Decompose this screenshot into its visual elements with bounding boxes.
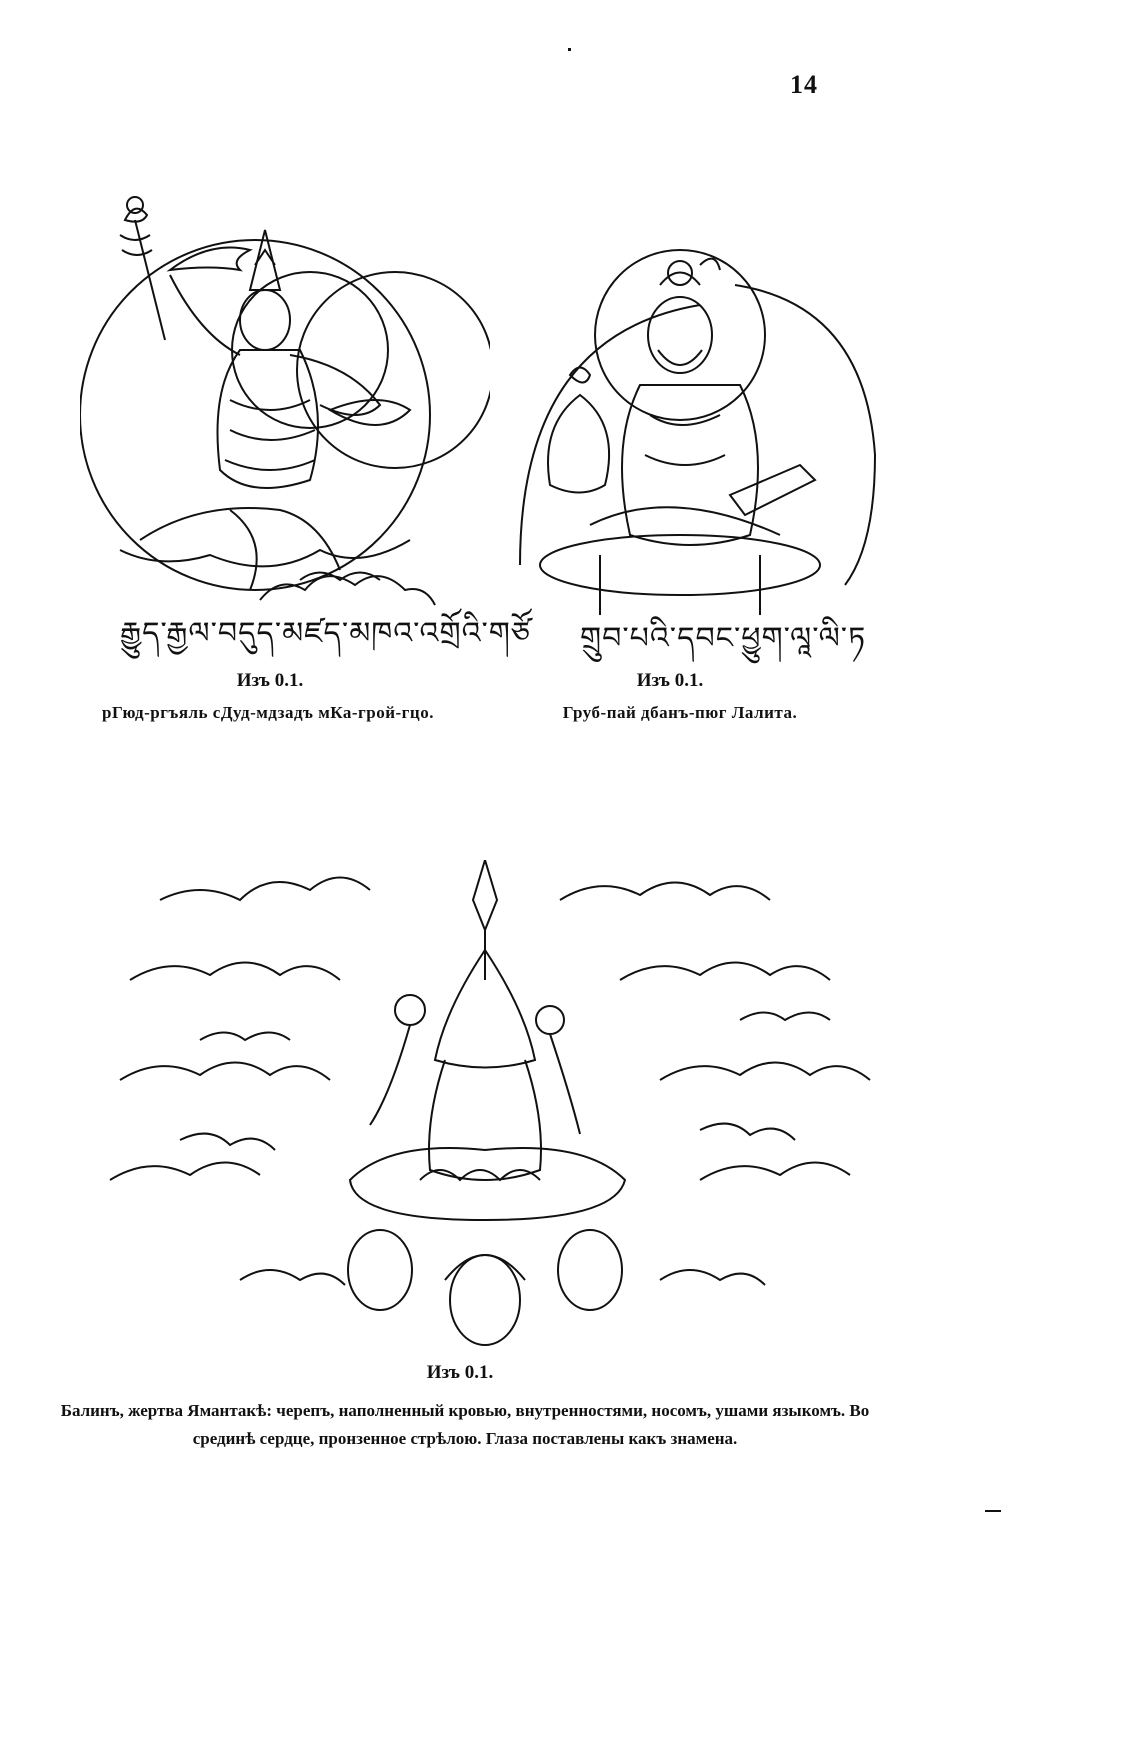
deity-illustration-icon — [80, 180, 490, 620]
figure-source: Изъ 0.1. — [426, 1362, 494, 1383]
page-number: 14 — [790, 70, 818, 99]
figure-caption: Груб-пай дбанъ-пюг Лалита. — [562, 703, 798, 722]
tibetan-inscription: གྲུབ་པའི་དབང་ཕྱུག་ལཱ་ལི་ཏ — [580, 621, 867, 656]
ink-speck — [568, 48, 571, 51]
figure-caption: рГюд-ргъяль сДуд-мдзадъ мКа-грой-гцо. — [102, 703, 434, 722]
figure-description: Балинъ, жертва Ямантакѣ: черепъ, наполненный кровью, внутренностями, носомъ, ушами языкомъ. Во срединѣ сердце, пронзенное стрѣлою. Глаза поставлены какъ знамена. — [60, 1401, 870, 1448]
siddha-illustration-icon — [510, 225, 880, 625]
ink-speck — [985, 1510, 1001, 1512]
figure-source: Изъ 0.1. — [236, 670, 304, 691]
figure-source: Изъ 0.1. — [636, 670, 704, 691]
tibetan-inscription: རྒྱུད་རྒྱལ་བདུད་མཛད་མཁའ་འགྲོའི་གཙོ — [120, 616, 531, 651]
skull-offering-illustration-icon — [100, 860, 930, 1360]
